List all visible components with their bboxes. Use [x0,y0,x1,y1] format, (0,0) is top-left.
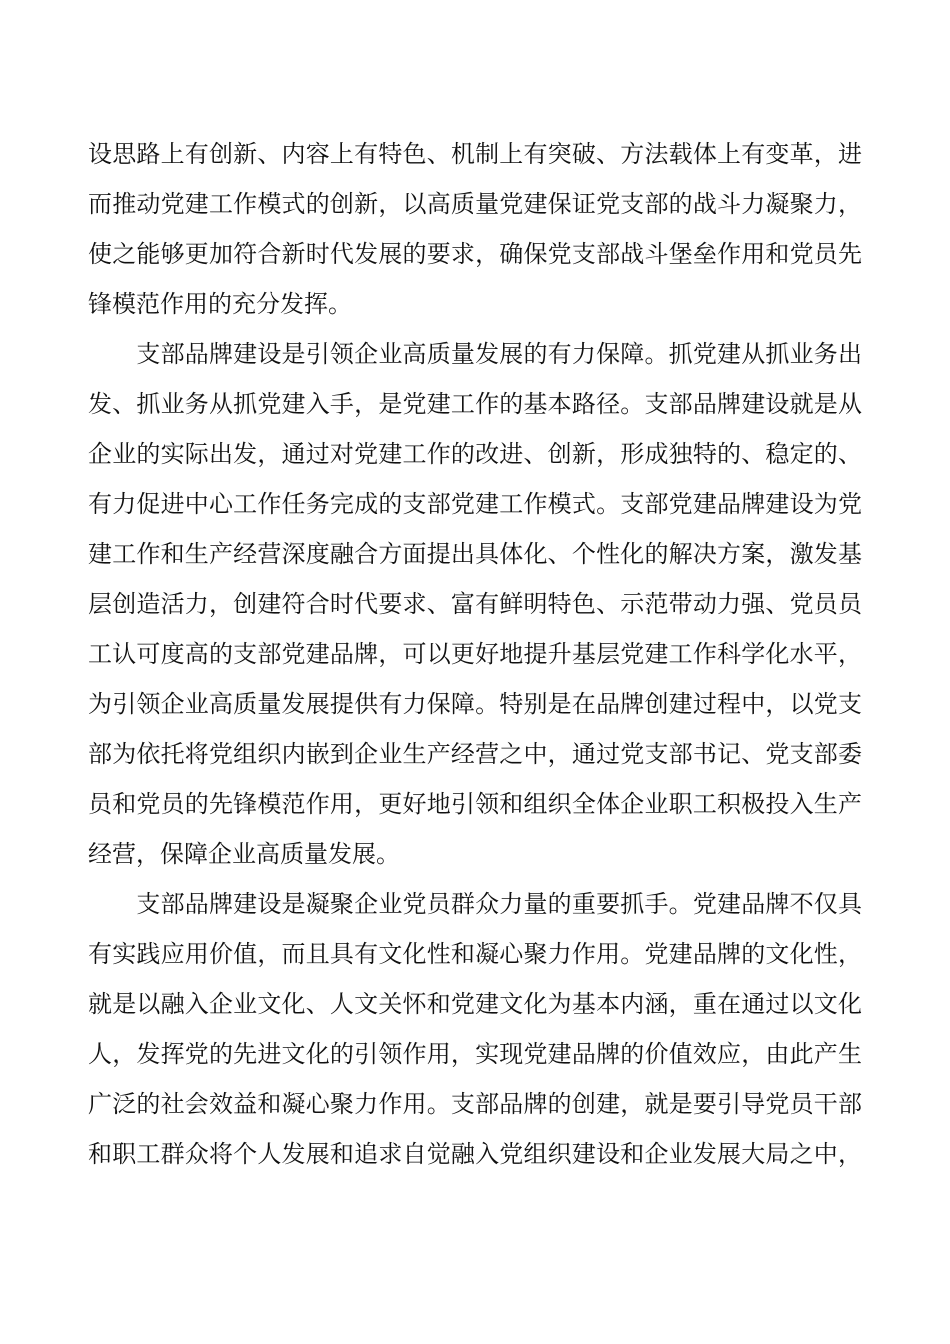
text-line: 企业的实际出发，通过对党建工作的改进、创新，形成独特的、稳定的、 [88,440,862,468]
text-line: 为引领企业高质量发展提供有力保障。特别是在品牌创建过程中，以党支 [88,690,862,718]
text-line: 层创造活力，创建符合时代要求、富有鲜明特色、示范带动力强、党员员 [88,590,862,618]
text-line: 员和党员的先锋模范作用，更好地引领和组织全体企业职工积极投入生产 [88,790,862,818]
text-line: 就是以融入企业文化、人文关怀和党建文化为基本内涵，重在通过以文化 [88,990,862,1018]
text-line: 建工作和生产经营深度融合方面提出具体化、个性化的解决方案，激发基 [88,540,862,568]
text-line: 经营，保障企业高质量发展。 [88,840,400,868]
text-line: 部为依托将党组织内嵌到企业生产经营之中，通过党支部书记、党支部委 [88,740,862,768]
text-line: 人，发挥党的先进文化的引领作用，实现党建品牌的价值效应，由此产生 [88,1040,862,1068]
text-line: 而推动党建工作模式的创新，以高质量党建保证党支部的战斗力凝聚力， [88,190,862,218]
text-line: 广泛的社会效益和凝心聚力作用。支部品牌的创建，就是要引导党员干部 [88,1090,862,1118]
text-line: 工认可度高的支部党建品牌，可以更好地提升基层党建工作科学化水平， [88,640,862,668]
text-line: 和职工群众将个人发展和追求自觉融入党组织建设和企业发展大局之中， [88,1140,862,1168]
text-line: 有力促进中心工作任务完成的支部党建工作模式。支部党建品牌建设为党 [88,490,862,518]
text-line: 支部品牌建设是引领企业高质量发展的有力保障。抓党建从抓业务出 [88,340,862,368]
text-line: 锋模范作用的充分发挥。 [88,290,352,318]
document-body [88,129,862,1179]
paragraph-1 [88,129,862,329]
text-line: 有实践应用价值，而且具有文化性和凝心聚力作用。党建品牌的文化性， [88,940,862,968]
paragraph-3 [88,879,862,1179]
text-line: 发、抓业务从抓党建入手，是党建工作的基本路径。支部品牌建设就是从 [88,390,862,418]
text-line: 使之能够更加符合新时代发展的要求，确保党支部战斗堡垒作用和党员先 [88,240,862,268]
text-line: 支部品牌建设是凝聚企业党员群众力量的重要抓手。党建品牌不仅具 [88,890,862,918]
text-line: 设思路上有创新、内容上有特色、机制上有突破、方法载体上有变革，进 [88,140,862,168]
paragraph-2 [88,329,862,879]
